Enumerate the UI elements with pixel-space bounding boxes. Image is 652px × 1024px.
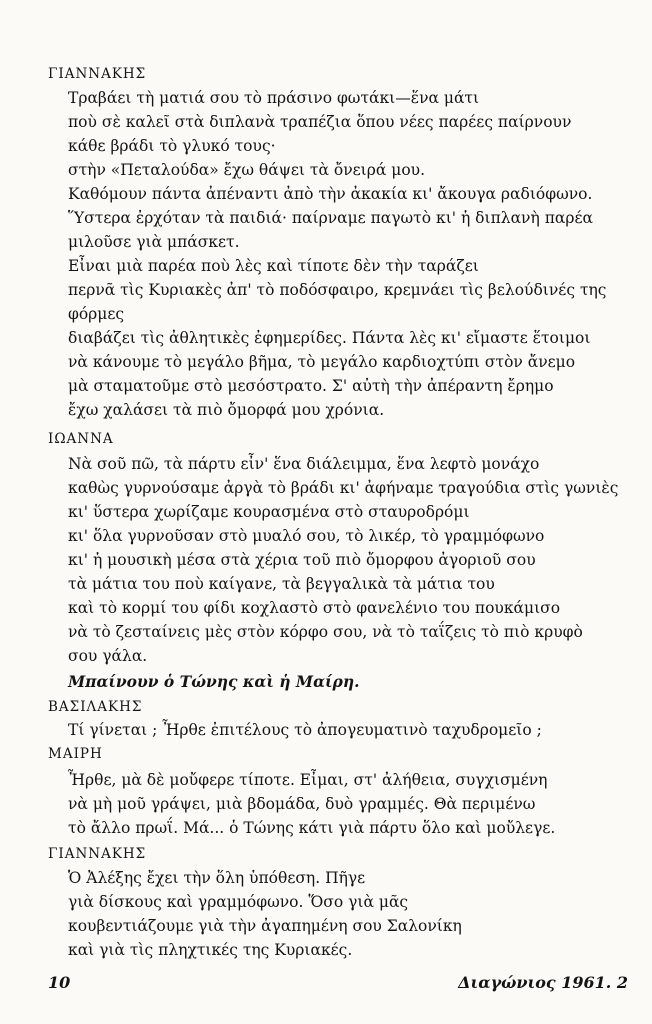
verse-line: κι' ὕστερα χωρίζαμε κουρασμένα στὸ σταυροδρόμι xyxy=(68,503,470,521)
verse-line: τὰ μάτια του ποὺ καίγανε, τὰ βεγγαλικὰ τὰ μάτια του xyxy=(68,575,495,593)
verse-line: στὴν «Πεταλούδα» ἔχω θάψει τὰ ὄνειρά μου. xyxy=(68,161,426,179)
speaker-name: ΙΩΑΝΝΑ xyxy=(48,431,114,447)
verse-line: μιλοῦσε γιὰ μπάσκετ. xyxy=(68,233,240,251)
verse-line: Ὁ Ἀλέξης ἔχει τὴν ὅλη ὑπόθεση. Πῆγε xyxy=(68,869,366,887)
speaker-name: ΓΙΑΝΝΑΚΗΣ xyxy=(48,846,147,862)
verse-line: καὶ τὸ κορμί του φίδι κοχλαστὸ στὸ φανελένιο του πουκάμισο xyxy=(68,599,561,617)
verse-line: νὰ κάνουμε τὸ μεγάλο βῆμα, τὸ μεγάλο καρδιοχτύπι στὸν ἄνεμο xyxy=(68,353,576,371)
verse-line: κι' ἡ μουσικὴ μέσα στὰ χέρια τοῦ πιὸ ὄμορφου ἀγοριοῦ σου xyxy=(68,551,536,569)
verse-line: νὰ τὸ ζεσταίνεις μὲς στὸν κόρφο σου, νὰ τὸ ταΐζεις τὸ πιὸ κρυφὸ xyxy=(68,623,583,641)
speaker-name: ΜΑΙΡΗ xyxy=(48,746,103,762)
verse-line: καὶ γιὰ τὶς πληχτικές της Κυριακές. xyxy=(68,941,353,959)
verse-line: καθὼς γυρνούσαμε ἀργὰ τὸ βράδι κι' ἀφήναμε τραγούδια στὶς γωνιὲς xyxy=(68,479,619,497)
verse-line: ἔχω χαλάσει τὰ πιὸ ὄμορφά μου χρόνια. xyxy=(68,401,385,419)
verse-line: μὰ σταματοῦμε στὸ μεσόστρατο. Σ' αὐτὴ τὴν ἀπέραντη ἔρημο xyxy=(68,377,554,395)
verse-line: τὸ ἄλλο πρωΐ. Μά... ὁ Τώνης κάτι γιὰ πάρτυ ὅλο καὶ μοὔλεγε. xyxy=(68,819,556,837)
verse-line: κάθε βράδι τὸ γλυκό τους· xyxy=(68,137,276,155)
verse-line: Ἦρθε, μὰ δὲ μοὔφερε τίποτε. Εἶμαι, στ' ἀλήθεια, συγχισμένη xyxy=(68,771,548,789)
issue-label: Διαγώνιος 1961. 2 xyxy=(458,973,628,992)
verse-line: Εἶναι μιὰ παρέα ποὺ λὲς καὶ τίποτε δὲν τὴν ταράζει xyxy=(68,257,479,275)
verse-line: διαβάζει τὶς ἀθλητικὲς ἐφημερίδες. Πάντα λὲς κι' εἴμαστε ἕτοιμοι xyxy=(68,329,591,347)
verse-line: γιὰ δίσκους καὶ γραμμόφωνο. Ὅσο γιὰ μᾶς xyxy=(68,893,409,911)
verse-line: Καθόμουν πάντα ἀπέναντι ἀπὸ τὴν ἀκακία κι' ἄκουγα ραδιόφωνο. xyxy=(68,185,593,203)
speaker-name: ΒΑΣΙΛΑΚΗΣ xyxy=(48,699,143,715)
verse-line: Ὕστερα ἐρχόταν τὰ παιδιά· παίρναμε παγωτὸ κι' ἡ διπλανὴ παρέα xyxy=(68,209,593,227)
verse-line: Τί γίνεται ; Ἦρθε ἐπιτέλους τὸ ἀπογευματινὸ ταχυδρομεῖο ; xyxy=(68,721,542,739)
verse-line: Νὰ σοῦ πῶ, τὰ πάρτυ εἶν' ἕνα διάλειμμα, ἕνα λεφτὸ μονάχο xyxy=(68,455,540,473)
page-number: 10 xyxy=(48,973,71,992)
stage-direction: Μπαίνουν ὁ Τώνης καὶ ἡ Μαίρη. xyxy=(68,672,360,691)
verse-line: κουβεντιάζουμε γιὰ τὴν ἀγαπημένη σου Σαλονίκη xyxy=(68,917,462,935)
verse-line: περνᾶ τὶς Κυριακὲς ἀπ' τὸ ποδόσφαιρο, κρεμνάει τὶς βελούδινές της xyxy=(68,281,607,299)
verse-line: κι' ὅλα γυρνοῦσαν στὸ μυαλό σου, τὸ λικέρ, τὸ γραμμόφωνο xyxy=(68,527,545,545)
verse-line: ποὺ σὲ καλεῖ στὰ διπλανὰ τραπέζια ὅπου νέες παρέες παίρνουν xyxy=(68,113,572,131)
verse-line: φόρμες xyxy=(68,305,125,323)
speaker-name: ΓΙΑΝΝΑΚΗΣ xyxy=(48,66,147,82)
verse-line: Τραβάει τὴ ματιά σου τὸ πράσινο φωτάκι—ἕνα μάτι xyxy=(68,89,480,107)
verse-line: νὰ μὴ μοῦ γράψει, μιὰ βδομάδα, δυὸ γραμμές. Θὰ περιμένω xyxy=(68,795,536,813)
verse-line: σου γάλα. xyxy=(68,647,148,665)
